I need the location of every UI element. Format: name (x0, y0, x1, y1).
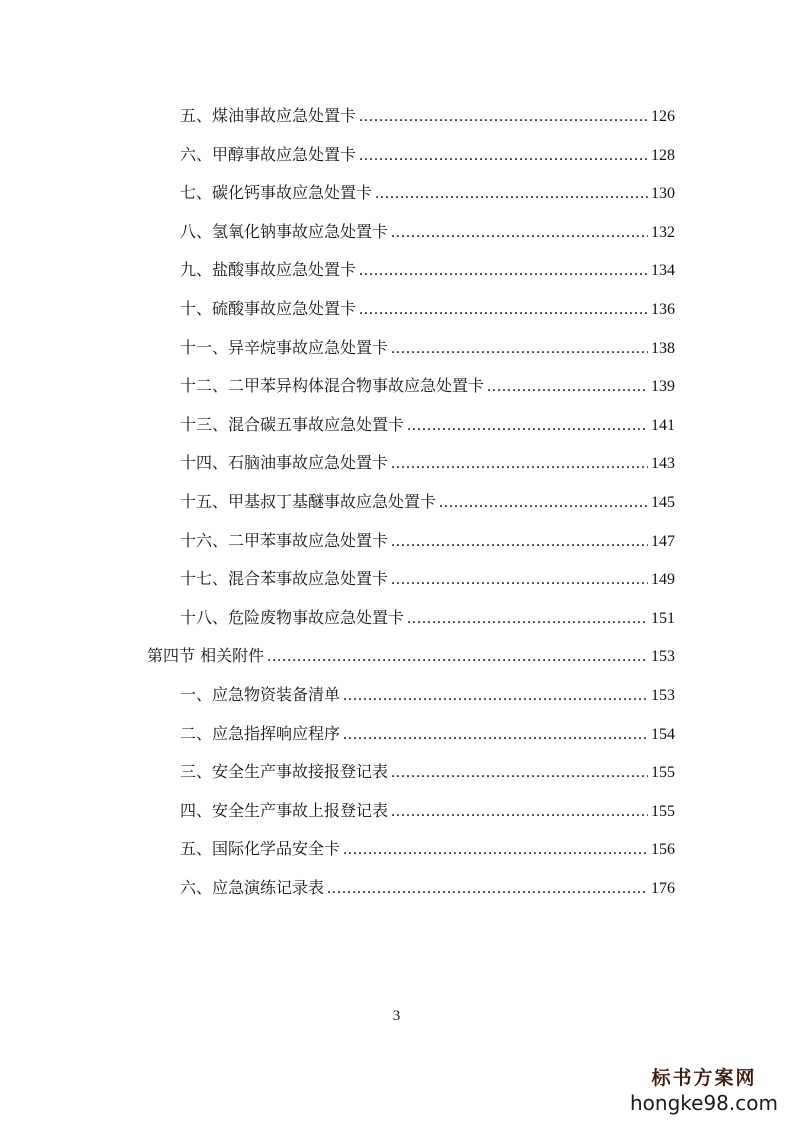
toc-entry-page: 136 (651, 301, 675, 318)
toc-dot-leader (407, 412, 648, 440)
watermark-logo (629, 1066, 779, 1116)
toc-entry-title: 三、安全生产事故接报登记表 (180, 762, 389, 782)
toc-entry[interactable] (180, 835, 675, 863)
toc-dot-leader (391, 759, 648, 787)
toc-entry-title: 九、盐酸事故应急处置卡 (180, 260, 357, 280)
toc-entry[interactable] (180, 565, 675, 593)
toc-dot-leader (359, 296, 648, 324)
toc-entry-page: 156 (651, 841, 675, 859)
toc-entry-title: 十四、石脑油事故应急处置卡 (180, 453, 389, 473)
toc-entry[interactable] (180, 334, 675, 362)
toc-entry-page: 155 (651, 764, 675, 782)
toc-entry-title: 六、甲醇事故应急处置卡 (180, 144, 357, 164)
toc-entry-page: 138 (651, 339, 675, 357)
toc-dot-leader (267, 643, 648, 671)
toc-entry-title: 十七、混合苯事故应急处置卡 (180, 569, 389, 589)
toc-entry-title: 四、安全生产事故上报登记表 (180, 800, 389, 820)
toc-entry-title: 五、煤油事故应急处置卡 (180, 106, 357, 125)
toc-dot-leader (391, 798, 648, 826)
toc-entry-title: 十五、甲基叔丁基醚事故应急处置卡 (180, 492, 437, 511)
watermark-url: hongke98.com (630, 1091, 778, 1115)
toc-entry[interactable] (180, 681, 675, 709)
toc-entry[interactable] (180, 372, 675, 400)
toc-entry-page: 139 (651, 378, 675, 396)
toc-dot-leader (359, 142, 648, 170)
toc-entry-page: 145 (651, 494, 675, 511)
toc-dot-leader (391, 528, 648, 556)
toc-entry[interactable] (180, 141, 675, 169)
toc-entry-title: 六、应急演练记录表 (180, 878, 325, 897)
toc-entry-title: 十二、二甲苯异构体混合物事故应急处置卡 (180, 376, 485, 396)
toc-entry-page: 128 (651, 146, 675, 164)
toc-entry[interactable] (180, 604, 675, 632)
toc-entry-page: 151 (651, 609, 675, 627)
toc-entry-page: 134 (651, 262, 675, 280)
toc-entry-title: 十八、危险废物事故应急处置卡 (180, 607, 405, 627)
toc-entry-page: 126 (651, 108, 675, 125)
toc-entry-page: 153 (651, 648, 675, 666)
toc-entry-page: 154 (651, 725, 675, 743)
toc-entry[interactable] (180, 758, 675, 786)
toc-entry-page: 147 (651, 532, 675, 550)
toc-entry[interactable] (180, 527, 675, 555)
toc-entry-title: 十、硫酸事故应急处置卡 (180, 299, 357, 318)
toc-dot-leader (327, 875, 648, 903)
toc-entry[interactable] (147, 642, 675, 670)
toc-entry-page: 149 (651, 571, 675, 589)
toc-dot-leader (343, 682, 648, 710)
toc-entry-page: 143 (651, 455, 675, 473)
toc-dot-leader (359, 103, 648, 131)
toc-dot-leader (391, 335, 648, 363)
toc-dot-leader (359, 257, 648, 285)
toc-entry-title: 五、国际化学品安全卡 (180, 839, 341, 859)
toc-dot-leader (343, 836, 648, 864)
toc-entry-title: 一、应急物资装备清单 (180, 685, 341, 704)
toc-entry-title: 二、应急指挥响应程序 (180, 723, 341, 743)
toc-dot-leader (439, 489, 648, 517)
toc-entry-title: 十六、二甲苯事故应急处置卡 (180, 530, 389, 550)
toc-entry[interactable] (180, 449, 675, 477)
toc-entry[interactable] (180, 102, 675, 130)
watermark-name: 标书方案网 (651, 1067, 757, 1089)
toc-entry[interactable] (180, 488, 675, 516)
toc-entry[interactable] (180, 720, 675, 748)
toc-dot-leader (343, 721, 648, 749)
toc-dot-leader (407, 605, 648, 633)
toc-entry-title: 第四节 相关附件 (147, 646, 265, 666)
toc-entry-page: 155 (651, 802, 675, 820)
toc-entry-title: 十三、混合碳五事故应急处置卡 (180, 414, 405, 434)
toc-entry-page: 176 (651, 880, 675, 897)
toc-dot-leader (391, 450, 648, 478)
toc-entry-title: 七、碳化钙事故应急处置卡 (180, 183, 373, 203)
toc-entry-title: 八、氢氧化钠事故应急处置卡 (180, 221, 389, 241)
toc-entry[interactable] (180, 218, 675, 246)
toc-dot-leader (391, 219, 648, 247)
page-number: 3 (392, 1008, 401, 1024)
toc-entry-page: 141 (651, 416, 675, 434)
toc-entry-page: 153 (651, 687, 675, 704)
toc-entry[interactable] (180, 797, 675, 825)
toc-entry-page: 130 (651, 185, 675, 203)
toc-entry[interactable] (180, 256, 675, 284)
toc-dot-leader (375, 180, 648, 208)
toc-dot-leader (391, 566, 648, 594)
toc-dot-leader (487, 373, 648, 401)
toc-entry-page: 132 (651, 223, 675, 241)
toc-entry[interactable] (180, 295, 675, 323)
toc-entry[interactable] (180, 179, 675, 207)
toc-entry[interactable] (180, 411, 675, 439)
toc-entry-title: 十一、异辛烷事故应急处置卡 (180, 337, 389, 357)
toc-entry[interactable] (180, 874, 675, 902)
